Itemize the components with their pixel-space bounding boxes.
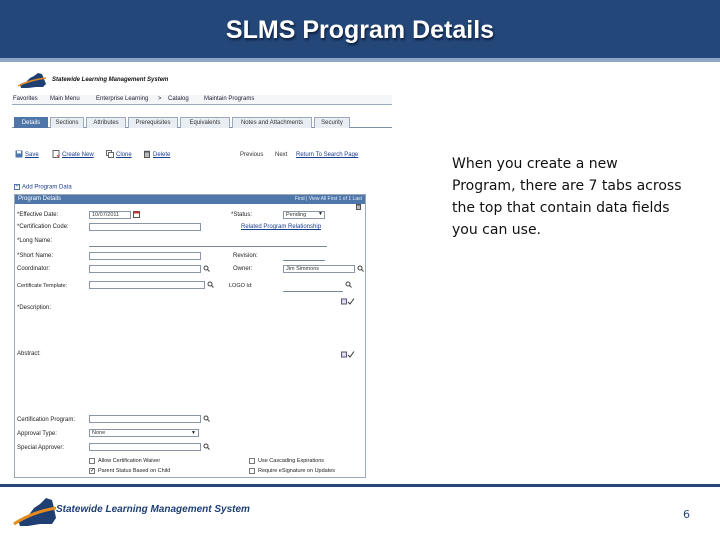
cascading-checkbox[interactable] bbox=[249, 458, 255, 464]
calendar-icon[interactable] bbox=[133, 211, 140, 218]
previous-button[interactable]: Previous bbox=[240, 152, 264, 158]
app-screenshot bbox=[12, 68, 392, 478]
footer-divider bbox=[0, 484, 720, 487]
certificate-search-icon[interactable] bbox=[207, 281, 214, 288]
slide-description: When you create a new Program, there are 7 tabs across the top that contain data fields you can use. bbox=[452, 156, 682, 238]
tab-notes-attachments[interactable]: Notes and Attachments bbox=[232, 117, 312, 128]
app-header bbox=[12, 68, 392, 92]
allow-waiver-checkbox[interactable] bbox=[89, 458, 95, 464]
menu-enterprise-learning[interactable]: Enterprise Learning bbox=[96, 96, 149, 102]
clone-icon bbox=[106, 150, 114, 158]
logo-search-icon[interactable] bbox=[345, 281, 352, 288]
menu-bar bbox=[12, 95, 392, 105]
approval-dropdown-icon: ▼ bbox=[191, 430, 196, 436]
add-program-data-label: Add Program Data bbox=[22, 184, 72, 191]
slide-title-bar bbox=[0, 0, 720, 62]
tab-strip bbox=[12, 117, 392, 128]
special-approver-search-icon[interactable] bbox=[203, 443, 210, 450]
logo-id-field[interactable] bbox=[283, 291, 343, 292]
menu-main-menu[interactable]: Main Menu bbox=[50, 96, 80, 102]
footer-logo-text: Statewide Learning Management System bbox=[56, 504, 250, 515]
trash-icon[interactable] bbox=[355, 203, 362, 210]
certification-code-label: *Certification Code: bbox=[17, 224, 69, 230]
create-new-icon bbox=[52, 150, 60, 158]
approval-type-label: Approval Type: bbox=[17, 431, 57, 437]
save-icon bbox=[15, 150, 23, 158]
certificate-template-label: Certificate Template: bbox=[17, 283, 68, 289]
parent-status-label: Parent Status Based on Child bbox=[98, 468, 171, 474]
coordinator-label: Coordinator: bbox=[17, 266, 51, 272]
certification-code-field[interactable] bbox=[89, 223, 201, 231]
esignature-checkbox[interactable] bbox=[249, 468, 255, 474]
short-name-field[interactable] bbox=[89, 252, 201, 260]
parent-status-checkbox[interactable] bbox=[89, 468, 95, 474]
add-program-data-link[interactable] bbox=[14, 184, 72, 191]
create-new-button[interactable]: Create New bbox=[62, 152, 94, 158]
certificate-template-field[interactable] bbox=[89, 281, 205, 289]
owner-field[interactable]: Jim Simmons bbox=[283, 265, 355, 273]
delete-button[interactable]: Delete bbox=[153, 152, 171, 158]
panel-navigation[interactable]: Find | View All First 1 of 1 Last bbox=[294, 196, 362, 202]
app-logo-text: Statewide Learning Management System bbox=[52, 77, 169, 83]
plus-icon: + bbox=[15, 184, 19, 190]
allow-waiver-label: Allow Certification Waiver bbox=[98, 458, 161, 464]
certification-program-search-icon[interactable] bbox=[203, 415, 210, 422]
approval-type-select[interactable]: None bbox=[89, 429, 199, 437]
owner-search-icon[interactable] bbox=[357, 265, 364, 272]
coordinator-search-icon[interactable] bbox=[203, 265, 210, 272]
next-button[interactable]: Next bbox=[275, 152, 288, 158]
return-search-link[interactable]: Return To Search Page bbox=[296, 152, 359, 158]
slide-title: SLMS Program Details bbox=[225, 16, 495, 44]
clone-button[interactable]: Clone bbox=[116, 152, 132, 158]
logo-id-label: LOGO Id: bbox=[229, 283, 253, 289]
tab-equivalents[interactable]: Equivalents bbox=[180, 117, 230, 128]
toolbar bbox=[12, 150, 392, 162]
tab-sections[interactable]: Sections bbox=[50, 117, 84, 128]
abstract-spellcheck-icon[interactable] bbox=[341, 351, 355, 358]
effective-date-label: *Effective Date: bbox=[17, 212, 59, 218]
page-number: 6 bbox=[683, 508, 690, 521]
coordinator-field[interactable] bbox=[89, 265, 201, 273]
program-details-panel bbox=[14, 194, 366, 478]
delete-icon bbox=[143, 150, 151, 158]
revision-label: Revision: bbox=[233, 253, 258, 259]
save-button[interactable]: Save bbox=[25, 152, 39, 158]
tab-prerequisites[interactable]: Prerequisites bbox=[128, 117, 178, 128]
effective-date-field[interactable]: 10/07/2011 bbox=[89, 211, 131, 219]
esignature-label: Require eSignature on Updates bbox=[258, 468, 336, 474]
tab-security[interactable]: Security bbox=[314, 117, 350, 128]
certification-program-field[interactable] bbox=[89, 415, 201, 423]
special-approver-label: Special Approver: bbox=[17, 445, 65, 451]
long-name-label: *Long Name: bbox=[17, 238, 53, 244]
tab-details[interactable]: Details bbox=[14, 117, 48, 128]
abstract-label: Abstract: bbox=[17, 351, 41, 357]
menu-catalog[interactable]: Catalog bbox=[168, 96, 189, 102]
panel-title: Program Details bbox=[18, 196, 62, 202]
panel-header bbox=[15, 195, 365, 204]
description-spellcheck-icon[interactable] bbox=[341, 298, 355, 305]
related-program-link[interactable]: Related Program Relationship bbox=[241, 224, 322, 230]
revision-field[interactable] bbox=[283, 260, 325, 261]
short-name-label: *Short Name: bbox=[17, 253, 54, 259]
menu-maintain-programs[interactable]: Maintain Programs bbox=[204, 96, 255, 102]
certification-program-label: Certification Program: bbox=[17, 417, 76, 423]
status-dropdown-icon: ▼ bbox=[318, 211, 323, 217]
status-select[interactable]: Pending bbox=[283, 211, 325, 219]
cascading-label: Use Cascading Expirations bbox=[258, 458, 325, 464]
special-approver-field[interactable] bbox=[89, 443, 201, 451]
status-label: *Status: bbox=[231, 212, 253, 218]
tab-attributes[interactable]: Attributes bbox=[86, 117, 126, 128]
owner-label: Owner: bbox=[233, 266, 253, 272]
menu-favorites[interactable]: Favorites bbox=[13, 96, 38, 102]
menu-separator: > bbox=[158, 96, 162, 102]
description-label: *Description: bbox=[17, 305, 52, 311]
long-name-field[interactable] bbox=[89, 246, 327, 247]
